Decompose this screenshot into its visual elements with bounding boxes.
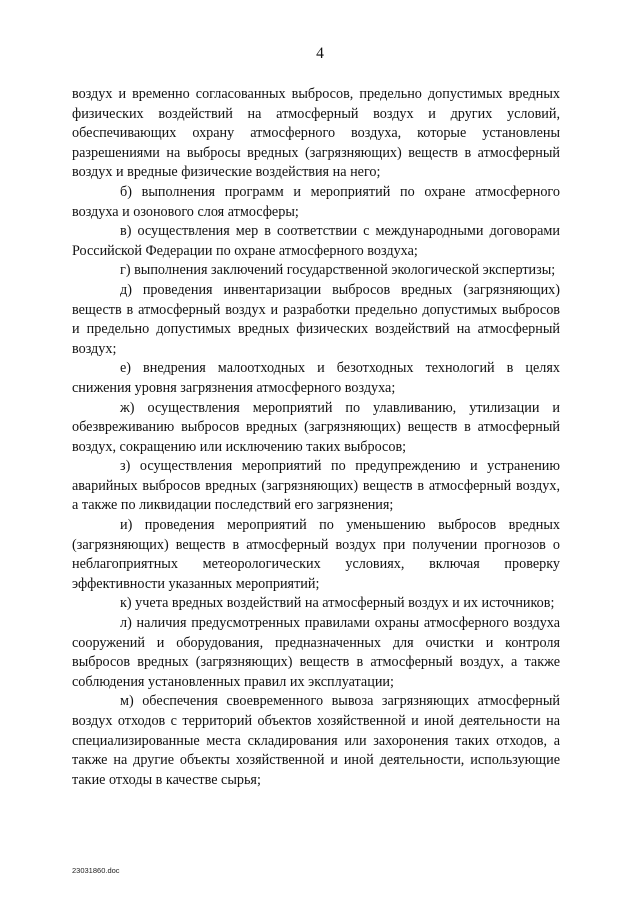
list-item-k: к) учета вредных воздействий на атмосферный воздух и их источников;	[120, 595, 555, 612]
list-item-zh: ж) осуществления мероприятий по улавливанию, утилизации и обезвреживанию выбросов вредных (загрязняющих) веществ в атмосферный воздух, сокращению или исключению таких выбросов;	[72, 399, 560, 455]
list-item-e: е) внедрения малоотходных и безотходных технологий в целях снижения уровня загрязнения атмосферного воздуха;	[72, 360, 560, 396]
list-item-v: в) осуществления мер в соответствии с международными договорами Российской Федерации по охране атмосферного воздуха;	[72, 223, 560, 259]
page-number: 4	[316, 45, 324, 62]
paragraph-continuation: воздух и временно согласованных выбросов, предельно допустимых вредных физических воздействий на атмосферный воздух и других условий, обеспечивающих охрану атмосферного воздуха, которые установлены разрешениями на выбросы вредных (загрязняющих) веществ в атмосферный воздух и вредные физические воздействия на него;	[72, 86, 560, 181]
list-item-i: и) проведения мероприятий по уменьшению выбросов вредных (загрязняющих) веществ в атмосферный воздух при получении прогнозов о неблагоприятных метеорологических условиях, включая проверку эффективности указанных мероприятий;	[72, 517, 560, 592]
list-item-d: д) проведения инвентаризации выбросов вредных (загрязняющих) веществ в атмосферный воздух и разработки предельно допустимых выбросов и предельно допустимых вредных физических воздействий на атмосферный воздух;	[72, 281, 560, 357]
footer-file-code: 23031860.doc	[72, 866, 120, 875]
list-item-g: г) выполнения заключений государственной экологической экспертизы;	[120, 262, 556, 279]
list-item-m: м) обеспечения своевременного вывоза загрязняющих атмосферный воздух отходов с территорий объектов хозяйственной и иной деятельности на специализированные места складирования или захоронения таких отходов, а также на другие объекты хозяйственной и иной деятельности, использующие такие отходы в качестве сырья;	[72, 693, 560, 788]
list-item-b: б) выполнения программ и мероприятий по охране атмосферного воздуха и озонового слоя атмосферы;	[72, 183, 560, 220]
list-item-z: з) осуществления мероприятий по предупреждению и устранению аварийных выбросов вредных (загрязняющих) веществ в атмосферный воздух, а также по ликвидации последствий его загрязнения;	[72, 458, 560, 514]
document-body	[72, 85, 560, 790]
list-item-l: л) наличия предусмотренных правилами охраны атмосферного воздуха сооружений и оборудования, предназначенных для очистки и контроля выбросов вредных (загрязняющих) веществ в атмосферный воздух, а также соблюдения установленных правил их эксплуатации;	[72, 615, 560, 690]
